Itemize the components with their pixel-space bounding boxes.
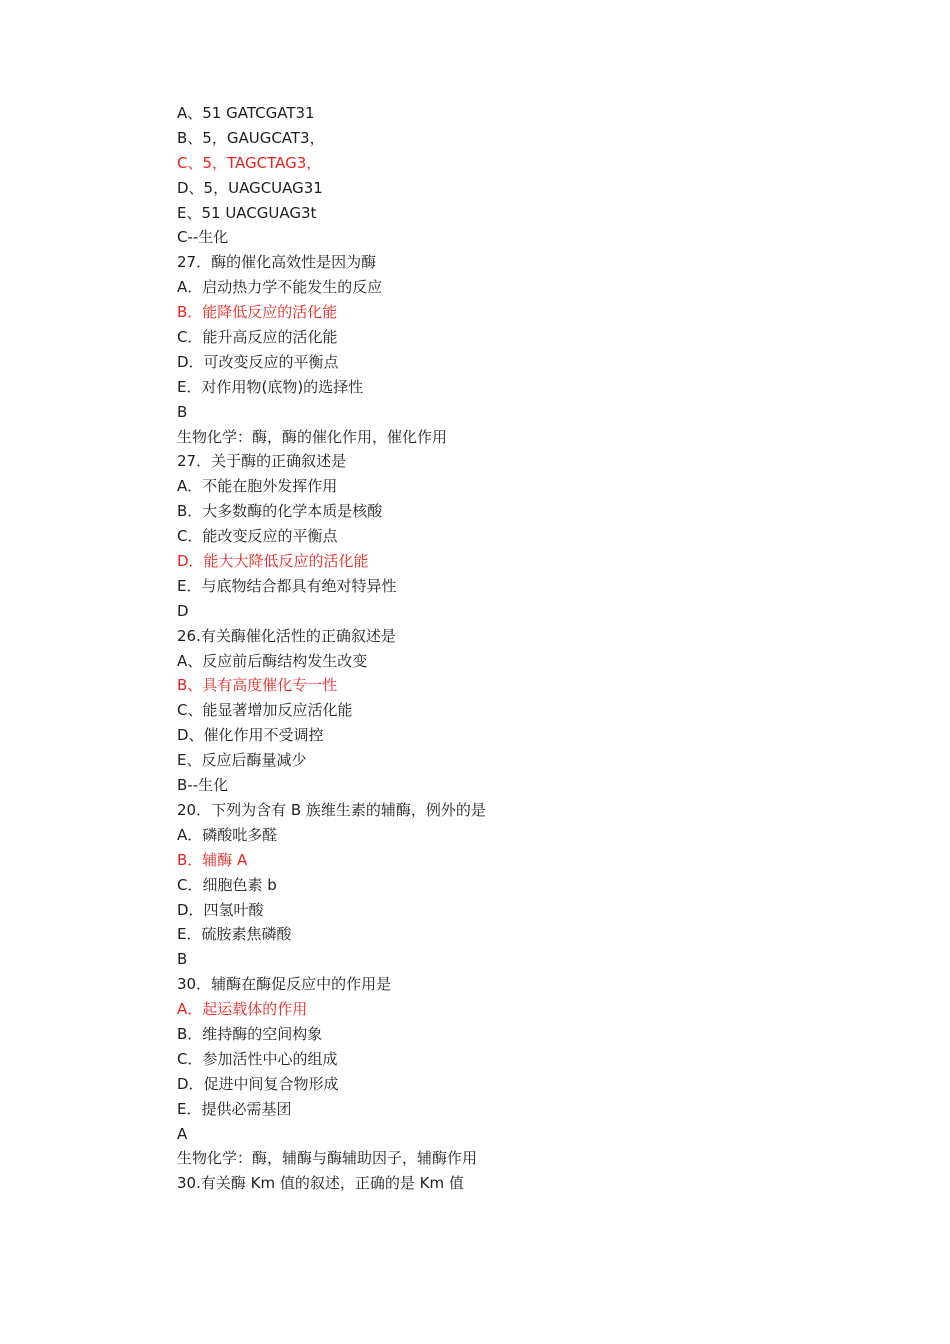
text-line: A、反应前后酶结构发生改变	[177, 651, 368, 670]
text-line: C．能升高反应的活化能	[177, 328, 338, 347]
text-line: E．提供必需基团	[177, 1099, 292, 1118]
text-line: C．细胞色素 b	[177, 875, 277, 894]
text-line: 30.有关酶 Km 值的叙述，正确的是 Km 值	[177, 1174, 464, 1193]
text-line: C、能显著增加反应活化能	[177, 701, 353, 720]
text-line: 26.有关酶催化活性的正确叙述是	[177, 626, 396, 645]
text-line: A	[177, 1124, 188, 1143]
text-line: 生物化学：酶，辅酶与酶辅助因子，辅酶作用	[177, 1149, 478, 1168]
answer-line-highlighted: B、具有高度催化专一性	[177, 676, 338, 695]
text-line: E、51 UACGUAG3t	[177, 203, 317, 222]
text-line: B、5，GAUGCAT3，	[177, 128, 325, 147]
text-line: E．与底物结合都具有绝对特异性	[177, 576, 397, 595]
text-line: C．参加活性中心的组成	[177, 1049, 338, 1068]
text-line: D．四氢叶酸	[177, 900, 264, 919]
text-line: D	[177, 601, 189, 620]
answer-line-highlighted: C、5，TAGCTAG3，	[177, 153, 322, 172]
text-line: A．不能在胞外发挥作用	[177, 477, 338, 496]
text-line: A、51 GATCGAT31	[177, 104, 315, 122]
text-line: C．能改变反应的平衡点	[177, 527, 338, 546]
text-line: B	[177, 402, 188, 421]
text-line: E、反应后酶量减少	[177, 751, 307, 770]
text-line: 20．下列为含有 B 族维生素的辅酶，例外的是	[177, 800, 486, 819]
text-line: D、催化作用不受调控	[177, 726, 324, 745]
text-line: 生物化学：酶，酶的催化作用，催化作用	[177, 427, 448, 446]
text-line: B．维持酶的空间构象	[177, 1024, 323, 1043]
text-line: B--生化	[177, 776, 229, 795]
text-line: A．磷酸吡多醛	[177, 825, 278, 844]
text-line: A．启动热力学不能发生的反应	[177, 278, 383, 297]
text-line: E．硫胺素焦磷酸	[177, 925, 292, 944]
text-line: E．对作用物(底物)的选择性	[177, 377, 364, 396]
text-line: B．大多数酶的化学本质是核酸	[177, 502, 383, 521]
text-line: C--生化	[177, 228, 229, 247]
document-body	[177, 101, 877, 1196]
text-line: 27．关于酶的正确叙述是	[177, 452, 347, 471]
answer-line-highlighted: A．起运载体的作用	[177, 1000, 308, 1019]
text-line: D．促进中间复合物形成	[177, 1074, 339, 1093]
text-line: 27．酶的催化高效性是因为酶	[177, 253, 377, 272]
text-line: 30．辅酶在酶促反应中的作用是	[177, 975, 392, 994]
answer-line-highlighted: B．能降低反应的活化能	[177, 303, 338, 322]
text-line: D、5，UAGCUAG31	[177, 178, 323, 197]
answer-line-highlighted: D．能大大降低反应的活化能	[177, 552, 369, 571]
answer-line-highlighted: B．辅酶 A	[177, 850, 248, 869]
text-line: D．可改变反应的平衡点	[177, 352, 339, 371]
text-line: B	[177, 950, 188, 969]
